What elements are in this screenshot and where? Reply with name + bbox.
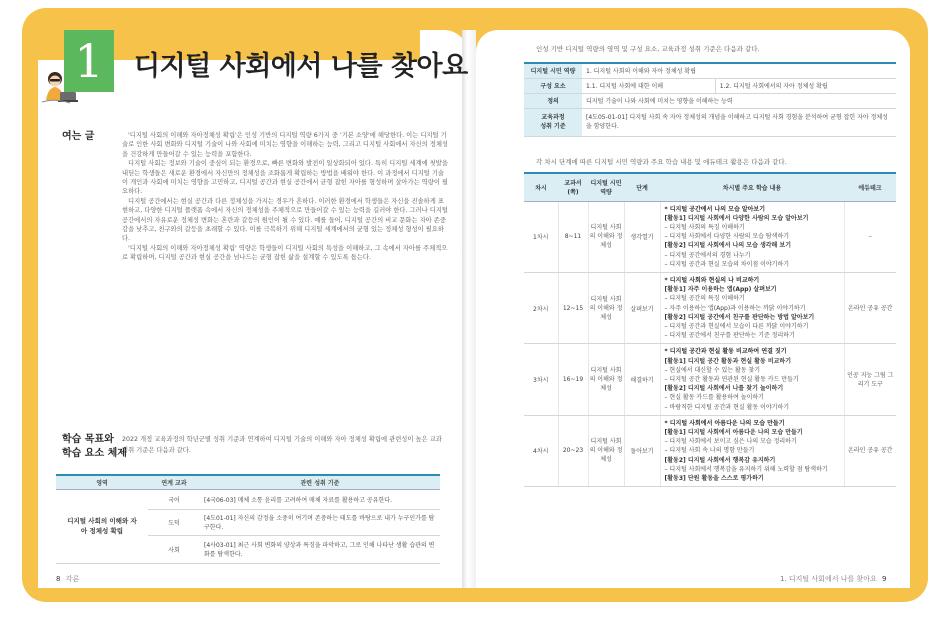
subject-cell: 국어 (148, 489, 200, 509)
footer-section: 1. 디지털 사회에서 나를 찾아요 (780, 575, 877, 583)
definition-value: 디지털 기술이 나와 사회에 미치는 영향을 이해하는 능력 (582, 93, 896, 108)
page-number: 9 (881, 575, 887, 583)
session-cell: 4차시 (524, 415, 558, 486)
activity-item: – 디지털 사회에서 다양한 사람의 모습 탐색하기 (664, 233, 790, 241)
activity-step: [활동1] 디지털 공간 활동과 현실 활동 비교하기 (664, 357, 792, 365)
activity-item: – 디지털 사회의 특징 이해하기 (664, 223, 745, 231)
intro-paragraph: '디지털 사회의 이해와 자아정체성 확립'은 인성 기반의 디지털 역량 6가지 중 '기본 소양'에 해당한다. 이는 디지털 기술로 인한 사회 변화와 디지털 기술이 나와 사회에 미치는 영향을 이해하는 능력, 그리고 디지털 사회에서 자신의 정체성을 건강하게 만들어갈 수 있는 능력을 포함한다. (122, 132, 449, 158)
standard-cell: [4국06-03] 매체 소통 윤리를 고려하여 매체 자료를 활용하고 공유한다. (200, 489, 440, 509)
right-intro-2: 각 차시 단계에 따른 디지털 시민 역량과 주요 학습 내용 및 에듀테크 활용은 다음과 같다. (536, 158, 787, 166)
table-row (524, 344, 896, 415)
row-label-line: 성취 기준 (540, 123, 566, 130)
table-row (524, 63, 896, 78)
component-cell: 1.1. 디지털 사회에 대한 이해 (582, 78, 715, 93)
edutech-cell: – (844, 201, 896, 272)
activities-cell (660, 272, 844, 343)
session-cell: 3차시 (524, 344, 558, 415)
goals-text: 2022 개정 교육과정의 학년군별 성취 기준과 연계하여 디지털 기술의 이해와 자아 정체성 확립에 관련성이 높은 교과 성취 기준은 다음과 같다. (122, 436, 442, 454)
stage-cell: 해결하기 (624, 344, 660, 415)
component-cell: 1.2. 디지털 사회에서의 자아 정체성 확립 (715, 78, 896, 93)
standard-value: [4도05-01-01] 디지털 사회 속 자아 정체성의 개념을 이해하고 디지털 사회 경험을 분석하여 균형 잡힌 자아 정체성을 함양한다. (582, 108, 896, 136)
activity-step: [활동2] 디지털 사회에서 나를 찾기 놀이하기 (664, 385, 784, 393)
activity-item: – 자주 이용하는 앱(App)과 이용하는 까닭 이야기하기 (664, 304, 806, 312)
edutech-cell: 인공 지능 그림 그리기 도구 (844, 344, 896, 415)
right-intro-1: 인성 기반 디지털 역량의 영역 및 구성 요소, 교육과정 성취 기준은 다음과 같다. (536, 45, 760, 53)
standard-cell: [4사03-01] 최근 사회 변화의 양상과 특징을 파악하고, 그로 인해 나타난 생활 습관의 변화를 탐색한다. (200, 535, 440, 563)
row-label: 디지털 시민 역량 (524, 63, 582, 78)
goals-label (62, 433, 127, 461)
edutech-cell: 온라인 공유 공간 (844, 415, 896, 486)
table-row (524, 108, 896, 136)
goals-label-line: 학습 요소 체제 (62, 448, 127, 459)
activity-heading: * 디지털 공간과 현실 활동 비교하여 연결 짓기 (664, 348, 787, 356)
col-header-pages: 교과서 (쪽) (558, 173, 588, 201)
activities-cell (660, 344, 844, 415)
activity-item: – 디지털 공간과 현실 모습의 차이점 이야기하기 (664, 260, 790, 268)
activity-step: [활동1] 자주 이용하는 앱(App) 살펴보기 (664, 286, 777, 294)
pages-cell: 16~19 (558, 344, 588, 415)
stage-cell: 생각열기 (624, 201, 660, 272)
activity-item: – 현실에서 대신할 수 있는 활동 찾기 (664, 366, 761, 374)
activity-item: – 디지털 공간에서 친구를 판단하는 기준 정리하기 (664, 332, 795, 340)
book-spine (462, 30, 476, 588)
activity-item: – 디지털 공간 활동과 연관된 현실 활동 카드 만들기 (664, 375, 799, 383)
subject-cell: 도덕 (148, 509, 200, 535)
lesson-plan-table (524, 172, 896, 487)
intro-paragraph: '디지털 사회의 이해와 자아정체성 확립' 역량은 학생들이 디지털 사회의 특성을 이해하고, 그 속에서 자아를 주체적으로 확립하며, 디지털 공간과 현실 공간을 넘나드는 균형 잡힌 삶을 설계할 수 있도록 돕는다. (122, 244, 448, 262)
activity-step: [활동2] 디지털 사회에서 행복감 유지하기 (664, 456, 776, 464)
activities-cell (660, 415, 844, 486)
chapter-number: 1 (74, 34, 104, 88)
left-footer (56, 574, 79, 584)
footer-section: 각론 (65, 575, 80, 583)
chapter-title: 디지털 사회에서 나를 찾아요 (134, 51, 468, 82)
subject-cell: 사회 (148, 535, 200, 563)
lesson-plan-body (524, 201, 896, 487)
row-label: 정의 (524, 93, 582, 108)
col-header-stage: 단계 (624, 173, 660, 201)
competency-cell: 디지털 사회의 이해와 정체성 (588, 344, 624, 415)
competency-cell: 디지털 사회의 이해와 정체성 (588, 415, 624, 486)
right-footer (780, 574, 886, 584)
student-laptop-illustration (40, 70, 82, 106)
competency-table (524, 62, 896, 137)
domain-cell: 디지털 사회의 이해와 자아 정체성 확립 (56, 489, 148, 563)
col-header-competency: 디지털 시민 역량 (588, 173, 624, 201)
activity-item: – 디지털 공간에서의 경험 나누기 (664, 251, 751, 259)
activity-step: [활동1] 디지털 사회에서 다양한 사람의 모습 알아보기 (664, 214, 809, 222)
standard-cell: [4도01-01] 자신의 감정을 소중히 여기며 존중하는 태도를 바탕으로 내가 누구인가를 탐구한다. (200, 509, 440, 535)
activity-heading: * 디지털 사회와 현실의 나 비교하기 (664, 276, 760, 284)
row-label-line: 교육과정 (541, 114, 565, 121)
activities-cell (660, 201, 844, 272)
activity-item: – 디지털 사회에서 보이고 싶은 나의 모습 정리하기 (664, 438, 797, 446)
col-header-content: 차시별 주요 학습 내용 (660, 173, 844, 201)
intro-paragraph: 디지털 사회는 정보와 기술이 중심이 되는 환경으로, 빠른 변화와 발전이 일상화되어 있다. 특히 디지털 세계에 첫발을 내딛는 학생들은 새로운 환경에서 자신만의 정체성을 조화롭게 확립하는 방법을 배워야 한다. 이 과정에서 디지털 기술이 개인과 사회에 미치는 영향을 고민하고, 디지털 공간과 현실 공간에서 균형 잡힌 자아를 형성하며 살아가는 역량이 필요하다. (122, 160, 449, 196)
table-row (56, 489, 440, 509)
activity-heading: * 디지털 공간에서 나의 모습 알아보기 (664, 205, 766, 213)
page-number: 8 (56, 575, 61, 583)
col-header-area: 영역 (56, 475, 148, 489)
table-row (524, 201, 896, 272)
stage-cell: 돌아보기 (624, 415, 660, 486)
intro-body (122, 131, 448, 263)
activity-step: [활동1] 디지털 사회에서 아름다운 나의 모습 만들기 (664, 428, 803, 436)
competency-cell: 디지털 사회의 이해와 정체성 (588, 201, 624, 272)
session-cell: 2차시 (524, 272, 558, 343)
intro-label: 여는 글 (62, 131, 95, 142)
col-header-subject: 연계 교과 (148, 475, 200, 489)
table-row (524, 272, 896, 343)
activity-step: [활동2] 디지털 사회에서 나의 모습 생각해 보기 (664, 242, 792, 250)
table-row (524, 415, 896, 486)
pages-cell: 20~23 (558, 415, 588, 486)
col-header-standard: 관련 성취 기준 (200, 475, 440, 489)
activity-item: – 디지털 공간의 특징 이해하기 (664, 295, 745, 303)
goals-label-line: 학습 목표와 (62, 434, 114, 445)
table-row (524, 93, 896, 108)
table-row (524, 78, 896, 93)
table-header-row (524, 173, 896, 201)
intro-paragraph: 디지털 공간에서는 현실 공간과 다른 정체성을 가지는 경우가 흔하다. 이러한 환경에서 학생들은 자신을 진솔하게 표현하고, 다양한 디지털 플랫폼 속에서 자신의 정체성을 주체적으로 만들어갈 수 있는 능력을 길러야 한다. 그러나 디지털 공간에서의 자유로운 정체성 변화는 혼란과 갈등의 원인이 될 수 있다. 예를 들어, 디지털 공간의 비교 문화는 자아 존중감을 낮추고, 친구와의 갈등을 초래할 수 있다. 이를 극복하기 위해 디지털 세계에서의 균형 있는 정체성 형성이 필요하다. (122, 197, 449, 243)
session-cell: 1차시 (524, 201, 558, 272)
pages-cell: 8~11 (558, 201, 588, 272)
activity-item: – 바람직한 디지털 공간과 현실 활동 이야기하기 (664, 403, 790, 411)
col-header-edutech: 에듀테크 (844, 173, 896, 201)
row-label: 구성 요소 (524, 78, 582, 93)
activity-item: – 디지털 사회 속 나의 명함 만들기 (664, 447, 755, 455)
activity-step: [활동3] 단원 활동을 스스로 평가하기 (664, 474, 764, 482)
edutech-cell: 온라인 공유 공간 (844, 272, 896, 343)
activity-heading: * 디지털 사회에서 아름다운 나의 모습 만들기 (664, 419, 785, 427)
stage-cell: 살펴보기 (624, 272, 660, 343)
row-label (524, 108, 582, 136)
standards-table (56, 474, 440, 564)
area-value: 1. 디지털 사회의 이해와 자아 정체성 확립 (582, 63, 896, 78)
pages-cell: 12~15 (558, 272, 588, 343)
col-header-session: 차시 (524, 173, 558, 201)
activity-step: [활동2] 디지털 공간에서 친구를 판단하는 방법 알아보기 (664, 313, 815, 321)
table-header-row (56, 475, 440, 489)
activity-item: – 디지털 공간과 현실에서 모습이 다른 까닭 이야기하기 (664, 322, 809, 330)
activity-item: – 디지털 사회에서 행복감을 유지하기 위해 노력할 점 탐색하기 (664, 465, 828, 473)
activity-item: – 현실 활동 카드를 활용하여 놀이하기 (664, 394, 764, 402)
competency-cell: 디지털 사회의 이해와 정체성 (588, 272, 624, 343)
